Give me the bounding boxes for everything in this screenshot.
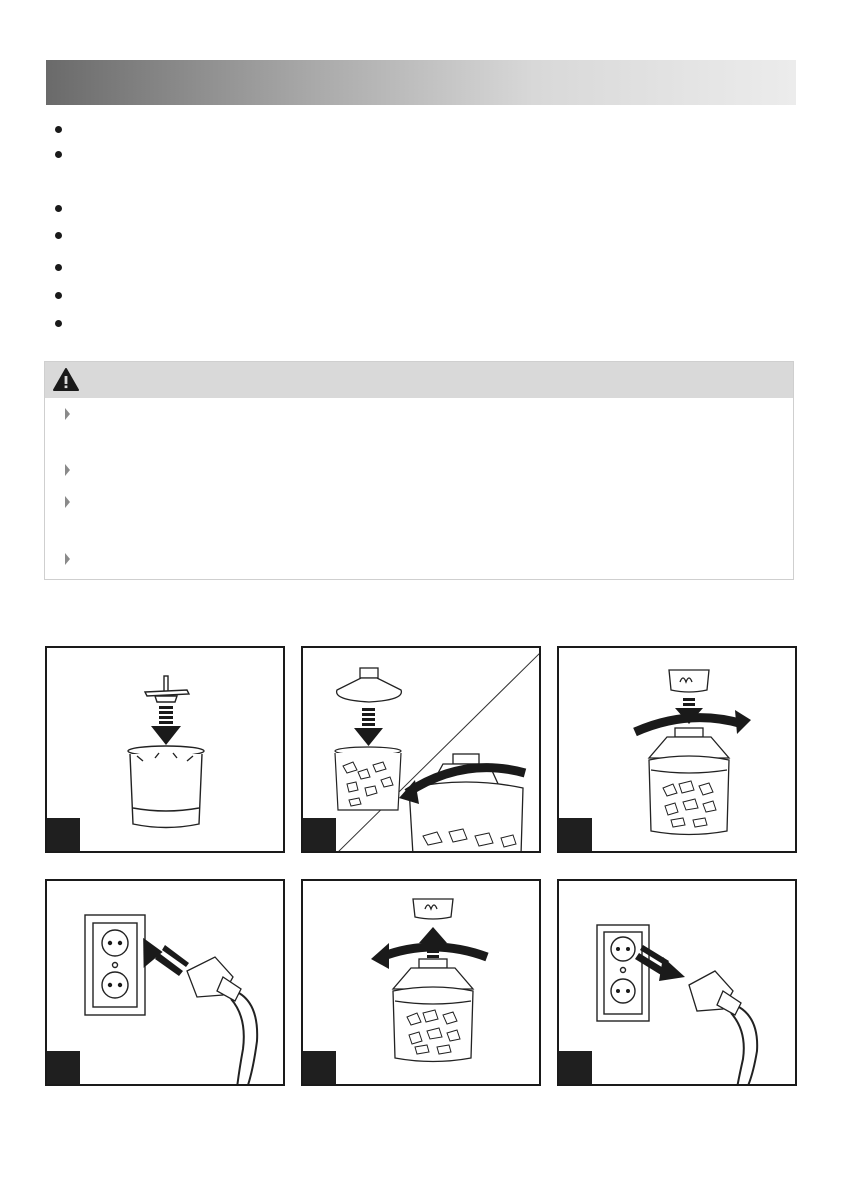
step-number-badge [559, 818, 592, 851]
step-number-badge [47, 818, 80, 851]
step-panel-5 [301, 879, 541, 1086]
lid-lock-illustration [303, 648, 541, 853]
section-header-bar [46, 60, 796, 105]
arrow-bullet-icon [65, 408, 70, 420]
bullet-icon [55, 151, 62, 158]
motor-attach-illustration [559, 648, 797, 853]
arrow-bullet-icon [65, 464, 70, 476]
step-panel-3 [557, 646, 797, 853]
step-panel-2 [301, 646, 541, 853]
motor-remove-illustration [303, 881, 541, 1086]
bullet-icon [55, 232, 62, 239]
warning-triangle-icon [52, 367, 80, 393]
warning-box [44, 361, 794, 580]
blade-insert-illustration [47, 648, 285, 853]
step-number-badge [303, 818, 336, 851]
arrow-bullet-icon [65, 553, 70, 565]
bullet-icon [55, 205, 62, 212]
step-panel-1 [45, 646, 285, 853]
bullet-icon [55, 126, 62, 133]
warning-header [45, 362, 793, 398]
step-panel-6 [557, 879, 797, 1086]
step-number-badge [559, 1051, 592, 1084]
bullet-icon [55, 292, 62, 299]
step-panel-4 [45, 879, 285, 1086]
unplug-illustration [559, 881, 797, 1086]
step-number-badge [303, 1051, 336, 1084]
bullet-icon [55, 264, 62, 271]
bullet-icon [55, 320, 62, 327]
step-number-badge [47, 1051, 80, 1084]
plug-in-illustration [47, 881, 285, 1086]
arrow-bullet-icon [65, 496, 70, 508]
